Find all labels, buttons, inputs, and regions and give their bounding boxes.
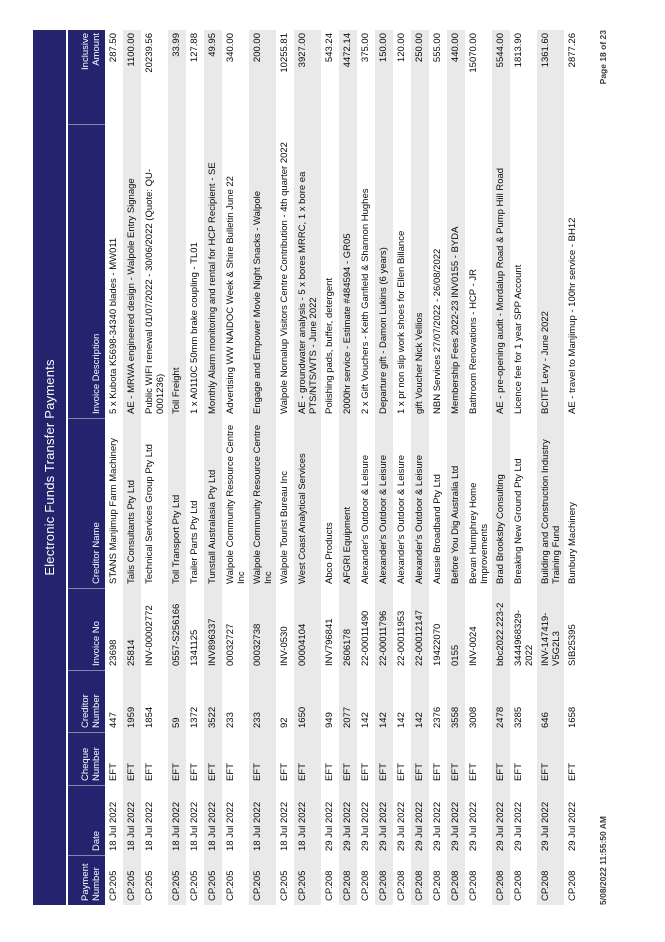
cell-invoice_no: 0557-S256166 bbox=[171, 603, 182, 666]
table-row bbox=[276, 30, 294, 905]
cell-invoice_description: BCITF Levy - June 2022 bbox=[540, 311, 551, 414]
cell-creditor_name: STANS Manjimup Farm Machinery bbox=[108, 437, 119, 584]
column-header-invoice_no bbox=[68, 588, 105, 670]
cell-cheque_number: EFT bbox=[144, 763, 155, 781]
cell-inclusive_amount: 340.00 bbox=[225, 33, 236, 63]
cell-payment_number: CP.205 bbox=[126, 870, 137, 901]
table-row bbox=[564, 30, 582, 905]
cell-invoice_no: 00004104 bbox=[297, 623, 308, 666]
cell-payment_number: CP.208 bbox=[513, 870, 524, 901]
page-number: Page 18 of 23 bbox=[598, 30, 608, 85]
cell-payment_number: CP.205 bbox=[144, 870, 155, 901]
cell-creditor_name: West Coast Analytical Services bbox=[297, 453, 308, 584]
cell-creditor_name: Walpole Community Resource Centre Inc bbox=[225, 424, 247, 584]
cell-creditor_name: Before You Dig Australia Ltd bbox=[450, 465, 461, 584]
cell-creditor_number: 142 bbox=[378, 712, 389, 728]
cell-creditor_name: Tunstall Australasia Pty Ltd bbox=[207, 469, 218, 584]
cell-cheque_number: EFT bbox=[126, 763, 137, 781]
cell-invoice_no: 00032727 bbox=[225, 623, 236, 666]
cell-inclusive_amount: 33.99 bbox=[171, 33, 182, 57]
cell-inclusive_amount: 1813.90 bbox=[513, 33, 524, 68]
cell-cheque_number: EFT bbox=[513, 763, 524, 781]
cell-invoice_description: AE - travel to Manjimup - 100hr service - BH12 bbox=[567, 217, 578, 414]
cell-invoice_no: bbc2022.223-2 bbox=[495, 602, 506, 666]
cell-date: 29 Jul 2022 bbox=[468, 801, 479, 851]
table-row bbox=[294, 30, 321, 905]
cell-invoice_no: 3444968329-2022 bbox=[513, 610, 535, 666]
report-title: Electronic Funds Transfer Payments bbox=[33, 30, 66, 905]
cell-payment_number: CP.208 bbox=[414, 870, 425, 901]
cell-cheque_number: EFT bbox=[189, 763, 200, 781]
cell-payment_number: CP.208 bbox=[360, 870, 371, 901]
cell-invoice_description: 1 x pr non slip work shoes for Ellen Billance bbox=[396, 230, 407, 414]
cell-inclusive_amount: 440.00 bbox=[450, 33, 461, 63]
cell-date: 29 Jul 2022 bbox=[513, 801, 524, 851]
column-header-label: Invoice Description bbox=[91, 333, 102, 414]
cell-date: 18 Jul 2022 bbox=[171, 801, 182, 851]
cell-creditor_name: Abco Products bbox=[324, 522, 335, 584]
cell-inclusive_amount: 555.00 bbox=[432, 33, 443, 63]
cell-cheque_number: EFT bbox=[252, 763, 263, 781]
cell-creditor_number: 646 bbox=[540, 712, 551, 728]
cell-inclusive_amount: 1361.60 bbox=[540, 33, 551, 68]
cell-creditor_name: Walpole Tourist Bureau Inc bbox=[279, 470, 290, 584]
cell-payment_number: CP.205 bbox=[171, 870, 182, 901]
cell-payment_number: CP.205 bbox=[252, 870, 263, 901]
cell-inclusive_amount: 1100.00 bbox=[126, 33, 137, 67]
cell-invoice_description: Advertising WW NAIDOC Week & Shire Bulletin June 22 bbox=[225, 176, 236, 414]
column-header-label: Creditor Number bbox=[80, 694, 102, 728]
cell-creditor_number: 2478 bbox=[495, 706, 506, 728]
cell-invoice_description: Engage and Empower Movie Night Snacks - Walpole bbox=[252, 190, 263, 414]
cell-invoice_no: INV796841 bbox=[324, 618, 335, 666]
cell-cheque_number: EFT bbox=[414, 763, 425, 781]
cell-cheque_number: EFT bbox=[279, 763, 290, 781]
cell-invoice_description: 5 x Kubota K5698-34340 blades - MW011 bbox=[108, 237, 119, 414]
cell-creditor_number: 233 bbox=[252, 712, 263, 728]
cell-creditor_name: Alexander's Outdoor & Leisure bbox=[396, 454, 407, 584]
cell-invoice_no: INV896337 bbox=[207, 618, 218, 666]
table-row bbox=[321, 30, 339, 905]
cell-cheque_number: EFT bbox=[540, 763, 551, 781]
cell-creditor_number: 142 bbox=[414, 712, 425, 728]
table-row bbox=[222, 30, 249, 905]
cell-invoice_description: AE - groundwater analysis - 5 x bores MRRC, 1 x bore ea PTS/NTS/WTS - June 2022 bbox=[297, 171, 319, 414]
cell-cheque_number: EFT bbox=[378, 763, 389, 781]
cell-creditor_name: Brad Brooksby Consulting bbox=[495, 474, 506, 584]
cell-creditor_number: 142 bbox=[396, 712, 407, 728]
cell-inclusive_amount: 20239.56 bbox=[144, 33, 155, 73]
cell-invoice_description: AE - MRWA engineered design - Walpole Entry Signage bbox=[126, 178, 137, 414]
cell-cheque_number: EFT bbox=[171, 763, 182, 781]
column-header-label: Creditor Name bbox=[91, 522, 102, 584]
cell-cheque_number: EFT bbox=[297, 763, 308, 781]
cell-inclusive_amount: 2877.26 bbox=[567, 33, 578, 68]
cell-creditor_number: 3522 bbox=[207, 706, 218, 728]
cell-invoice_no: 2606178 bbox=[342, 629, 353, 666]
cell-cheque_number: EFT bbox=[324, 763, 335, 781]
cell-cheque_number: EFT bbox=[396, 763, 407, 781]
printed-datetime: 5/08/2022 11:55:50 AM bbox=[598, 816, 608, 905]
cell-date: 18 Jul 2022 bbox=[252, 801, 263, 851]
cell-invoice_no: 00032738 bbox=[252, 623, 263, 666]
cell-payment_number: CP.208 bbox=[342, 870, 353, 901]
cell-invoice_description: 1 x A0110C 50mm brake coupling - TL01 bbox=[189, 242, 200, 414]
column-header-label: Inclusive Amount bbox=[80, 33, 102, 70]
table-row bbox=[537, 30, 564, 905]
cell-invoice_description: Public WIFI renewal 01/07/2022 - 30/06/2022 (Quote: QU-0001236) bbox=[144, 168, 166, 414]
cell-inclusive_amount: 250.00 bbox=[414, 33, 425, 63]
cell-date: 18 Jul 2022 bbox=[144, 801, 155, 851]
cell-payment_number: CP.205 bbox=[279, 870, 290, 901]
cell-creditor_number: 3558 bbox=[450, 706, 461, 728]
cell-payment_number: CP.205 bbox=[108, 870, 119, 901]
cell-invoice_no: INV-0530 bbox=[279, 626, 290, 666]
cell-payment_number: CP.208 bbox=[468, 870, 479, 901]
cell-creditor_name: AFGRI Equipment bbox=[342, 506, 353, 584]
cell-payment_number: CP.208 bbox=[432, 870, 443, 901]
cell-payment_number: CP.205 bbox=[189, 870, 200, 901]
table-row bbox=[393, 30, 411, 905]
table-rows bbox=[105, 30, 582, 905]
cell-invoice_description: AE - pre-opening audit - Mordalup Road & Pump Hill Road bbox=[495, 167, 506, 414]
cell-date: 29 Jul 2022 bbox=[495, 801, 506, 851]
cell-date: 18 Jul 2022 bbox=[189, 801, 200, 851]
cell-inclusive_amount: 200.00 bbox=[252, 33, 263, 63]
cell-inclusive_amount: 287.50 bbox=[108, 33, 119, 63]
cell-cheque_number: EFT bbox=[567, 763, 578, 781]
cell-date: 29 Jul 2022 bbox=[450, 801, 461, 851]
cell-creditor_number: 1372 bbox=[189, 706, 200, 728]
cell-creditor_number: 447 bbox=[108, 712, 119, 728]
cell-date: 29 Jul 2022 bbox=[396, 801, 407, 851]
cell-invoice_description: Toll Freight bbox=[171, 367, 182, 414]
cell-payment_number: CP.208 bbox=[324, 870, 335, 901]
cell-invoice_no: INV-147419-V5G2L3 bbox=[540, 612, 562, 666]
cell-cheque_number: EFT bbox=[342, 763, 353, 781]
cell-cheque_number: EFT bbox=[225, 763, 236, 781]
cell-invoice_no: INV-00002772 bbox=[144, 605, 155, 666]
cell-creditor_number: 1959 bbox=[126, 706, 137, 728]
cell-date: 29 Jul 2022 bbox=[567, 801, 578, 851]
column-header-label: Payment Number bbox=[80, 863, 102, 901]
column-header-payment_number bbox=[68, 855, 105, 905]
cell-payment_number: CP.208 bbox=[396, 870, 407, 901]
cell-invoice_no: 19422070 bbox=[432, 623, 443, 666]
cell-date: 18 Jul 2022 bbox=[279, 801, 290, 851]
cell-invoice_description: gift Voucher Nick Vellios bbox=[414, 312, 425, 414]
cell-creditor_number: 142 bbox=[360, 712, 371, 728]
cell-invoice_description: Departure gift - Damon Lukins (6 years) bbox=[378, 247, 389, 414]
cell-inclusive_amount: 127.88 bbox=[189, 33, 200, 63]
cell-invoice_description: Polishing pads, buffer, detergent bbox=[324, 277, 335, 414]
cell-creditor_number: 233 bbox=[225, 712, 236, 728]
cell-payment_number: CP.205 bbox=[297, 870, 308, 901]
cell-inclusive_amount: 3927.00 bbox=[297, 33, 308, 68]
table-header-row bbox=[68, 30, 105, 905]
column-header-label: Cheque Number bbox=[80, 747, 102, 781]
cell-inclusive_amount: 150.00 bbox=[378, 33, 389, 63]
cell-invoice_no: 22-00011490 bbox=[360, 610, 371, 666]
cell-cheque_number: EFT bbox=[432, 763, 443, 781]
table-row bbox=[168, 30, 186, 905]
table-row bbox=[492, 30, 510, 905]
cell-invoice_no: 22-00012147 bbox=[414, 610, 425, 666]
table-row bbox=[123, 30, 141, 905]
cell-inclusive_amount: 15070.00 bbox=[468, 33, 479, 73]
cell-inclusive_amount: 5544.00 bbox=[495, 33, 506, 68]
cell-date: 18 Jul 2022 bbox=[126, 801, 137, 851]
cell-creditor_number: 1658 bbox=[567, 706, 578, 728]
cell-invoice_description: Walpole Nornalup Visitors Centre Contribution - 4th quarter 2022 bbox=[279, 142, 290, 414]
cell-invoice_description: NBN Services 27/07/2022 - 26/08/2022 bbox=[432, 248, 443, 414]
table-row bbox=[447, 30, 465, 905]
cell-invoice_no: 1341125 bbox=[189, 629, 200, 666]
cell-creditor_name: Toll Transport Pty Ltd bbox=[171, 494, 182, 584]
cell-creditor_number: 1854 bbox=[144, 706, 155, 728]
cell-date: 18 Jul 2022 bbox=[297, 801, 308, 851]
cell-payment_number: CP.208 bbox=[540, 870, 551, 901]
table-row bbox=[141, 30, 168, 905]
cell-cheque_number: EFT bbox=[207, 763, 218, 781]
cell-creditor_name: Bunbury Machinery bbox=[567, 502, 578, 584]
cell-payment_number: CP.208 bbox=[378, 870, 389, 901]
cell-creditor_name: Bevan Humphrey Home Improvements bbox=[468, 482, 490, 584]
cell-invoice_no: 22-00011796 bbox=[378, 610, 389, 666]
column-header-creditor_name bbox=[68, 418, 105, 588]
cell-date: 18 Jul 2022 bbox=[207, 801, 218, 851]
table-row bbox=[186, 30, 204, 905]
cell-date: 18 Jul 2022 bbox=[108, 801, 119, 851]
table-row bbox=[429, 30, 447, 905]
table-row bbox=[204, 30, 222, 905]
cell-date: 29 Jul 2022 bbox=[414, 801, 425, 851]
cell-invoice_description: 2 x Gift Vouchers - Keith Ganfield & Shannon Hughes bbox=[360, 188, 371, 414]
cell-creditor_number: 92 bbox=[279, 717, 290, 728]
column-header-invoice_description bbox=[68, 124, 105, 418]
cell-cheque_number: EFT bbox=[360, 763, 371, 781]
cell-invoice_no: SIB25395 bbox=[567, 624, 578, 666]
cell-creditor_number: 2376 bbox=[432, 706, 443, 728]
cell-inclusive_amount: 543.24 bbox=[324, 33, 335, 63]
cell-invoice_description: Licence fee for 1 year SPP Account bbox=[513, 264, 524, 414]
cell-inclusive_amount: 120.00 bbox=[396, 33, 407, 63]
cell-cheque_number: EFT bbox=[450, 763, 461, 781]
column-header-label: Invoice No bbox=[91, 621, 102, 666]
cell-invoice_no: 22-00011953 bbox=[396, 610, 407, 666]
cell-invoice_description: Monthly Alarm monitoring and rental for HCP Recipient - SE bbox=[207, 162, 218, 414]
cell-cheque_number: EFT bbox=[108, 763, 119, 781]
cell-payment_number: CP.205 bbox=[225, 870, 236, 901]
cell-cheque_number: EFT bbox=[495, 763, 506, 781]
cell-date: 29 Jul 2022 bbox=[360, 801, 371, 851]
cell-date: 18 Jul 2022 bbox=[225, 801, 236, 851]
cell-payment_number: CP.208 bbox=[567, 870, 578, 901]
table-row bbox=[339, 30, 357, 905]
cell-creditor_number: 949 bbox=[324, 712, 335, 728]
column-header-label: Date bbox=[91, 830, 102, 851]
cell-cheque_number: EFT bbox=[468, 763, 479, 781]
table-row bbox=[357, 30, 375, 905]
cell-date: 29 Jul 2022 bbox=[324, 801, 335, 851]
table-row bbox=[375, 30, 393, 905]
cell-inclusive_amount: 49.95 bbox=[207, 33, 218, 57]
cell-date: 29 Jul 2022 bbox=[432, 801, 443, 851]
cell-inclusive_amount: 10255.81 bbox=[279, 33, 290, 73]
cell-invoice_no: 0155 bbox=[450, 644, 461, 666]
cell-invoice_description: Bathroom Renovations - HCP - JR bbox=[468, 268, 479, 414]
cell-creditor_name: Technical Services Group Pty Ltd bbox=[144, 444, 155, 584]
cell-inclusive_amount: 375.00 bbox=[360, 33, 371, 63]
table-row bbox=[105, 30, 123, 905]
cell-invoice_no: 25814 bbox=[126, 639, 137, 666]
cell-payment_number: CP.208 bbox=[450, 870, 461, 901]
cell-creditor_name: Alexander's Outdoor & Leisure bbox=[360, 454, 371, 584]
cell-invoice_description: 2000hr service - Estimate #484594 - GR05 bbox=[342, 233, 353, 414]
cell-creditor_name: Breaking New Ground Pty Ltd bbox=[513, 458, 524, 584]
column-header-creditor_number bbox=[68, 670, 105, 732]
cell-creditor_number: 59 bbox=[171, 717, 182, 728]
column-header-inclusive_amount bbox=[68, 30, 105, 124]
report-footer bbox=[598, 30, 608, 905]
cell-inclusive_amount: 4472.14 bbox=[342, 33, 353, 68]
cell-creditor_name: Aussie Broadband Pty Ltd bbox=[432, 474, 443, 584]
cell-creditor_name: Alexander's Outdoor & Leisure bbox=[378, 454, 389, 584]
table-row bbox=[411, 30, 429, 905]
table-row bbox=[465, 30, 492, 905]
cell-creditor_name: Trailer Parts Pty Ltd bbox=[189, 500, 200, 584]
cell-invoice_no: 23698 bbox=[108, 639, 119, 666]
cell-date: 29 Jul 2022 bbox=[540, 801, 551, 851]
cell-date: 29 Jul 2022 bbox=[342, 801, 353, 851]
column-header-date bbox=[68, 785, 105, 855]
cell-payment_number: CP.205 bbox=[207, 870, 218, 901]
cell-creditor_number: 3008 bbox=[468, 706, 479, 728]
table-row bbox=[510, 30, 537, 905]
cell-creditor_name: Walpole Community Resource Centre Inc bbox=[252, 424, 274, 584]
column-header-cheque_number bbox=[68, 732, 105, 785]
table-row bbox=[249, 30, 276, 905]
cell-creditor_number: 1650 bbox=[297, 706, 308, 728]
cell-payment_number: CP.208 bbox=[495, 870, 506, 901]
cell-invoice_no: INV-0024 bbox=[468, 626, 479, 666]
cell-creditor_name: Building and Construction Industry Training Fund bbox=[540, 439, 562, 584]
cell-creditor_name: Alexander's Outdoor & Leisure bbox=[414, 454, 425, 584]
cell-date: 29 Jul 2022 bbox=[378, 801, 389, 851]
cell-creditor_name: Talis Consultants Pty Ltd bbox=[126, 479, 137, 584]
cell-invoice_description: Membership Fees 2022-23 INV0155 - BYDA bbox=[450, 226, 461, 414]
cell-creditor_number: 3285 bbox=[513, 706, 524, 728]
cell-creditor_number: 2077 bbox=[342, 706, 353, 728]
